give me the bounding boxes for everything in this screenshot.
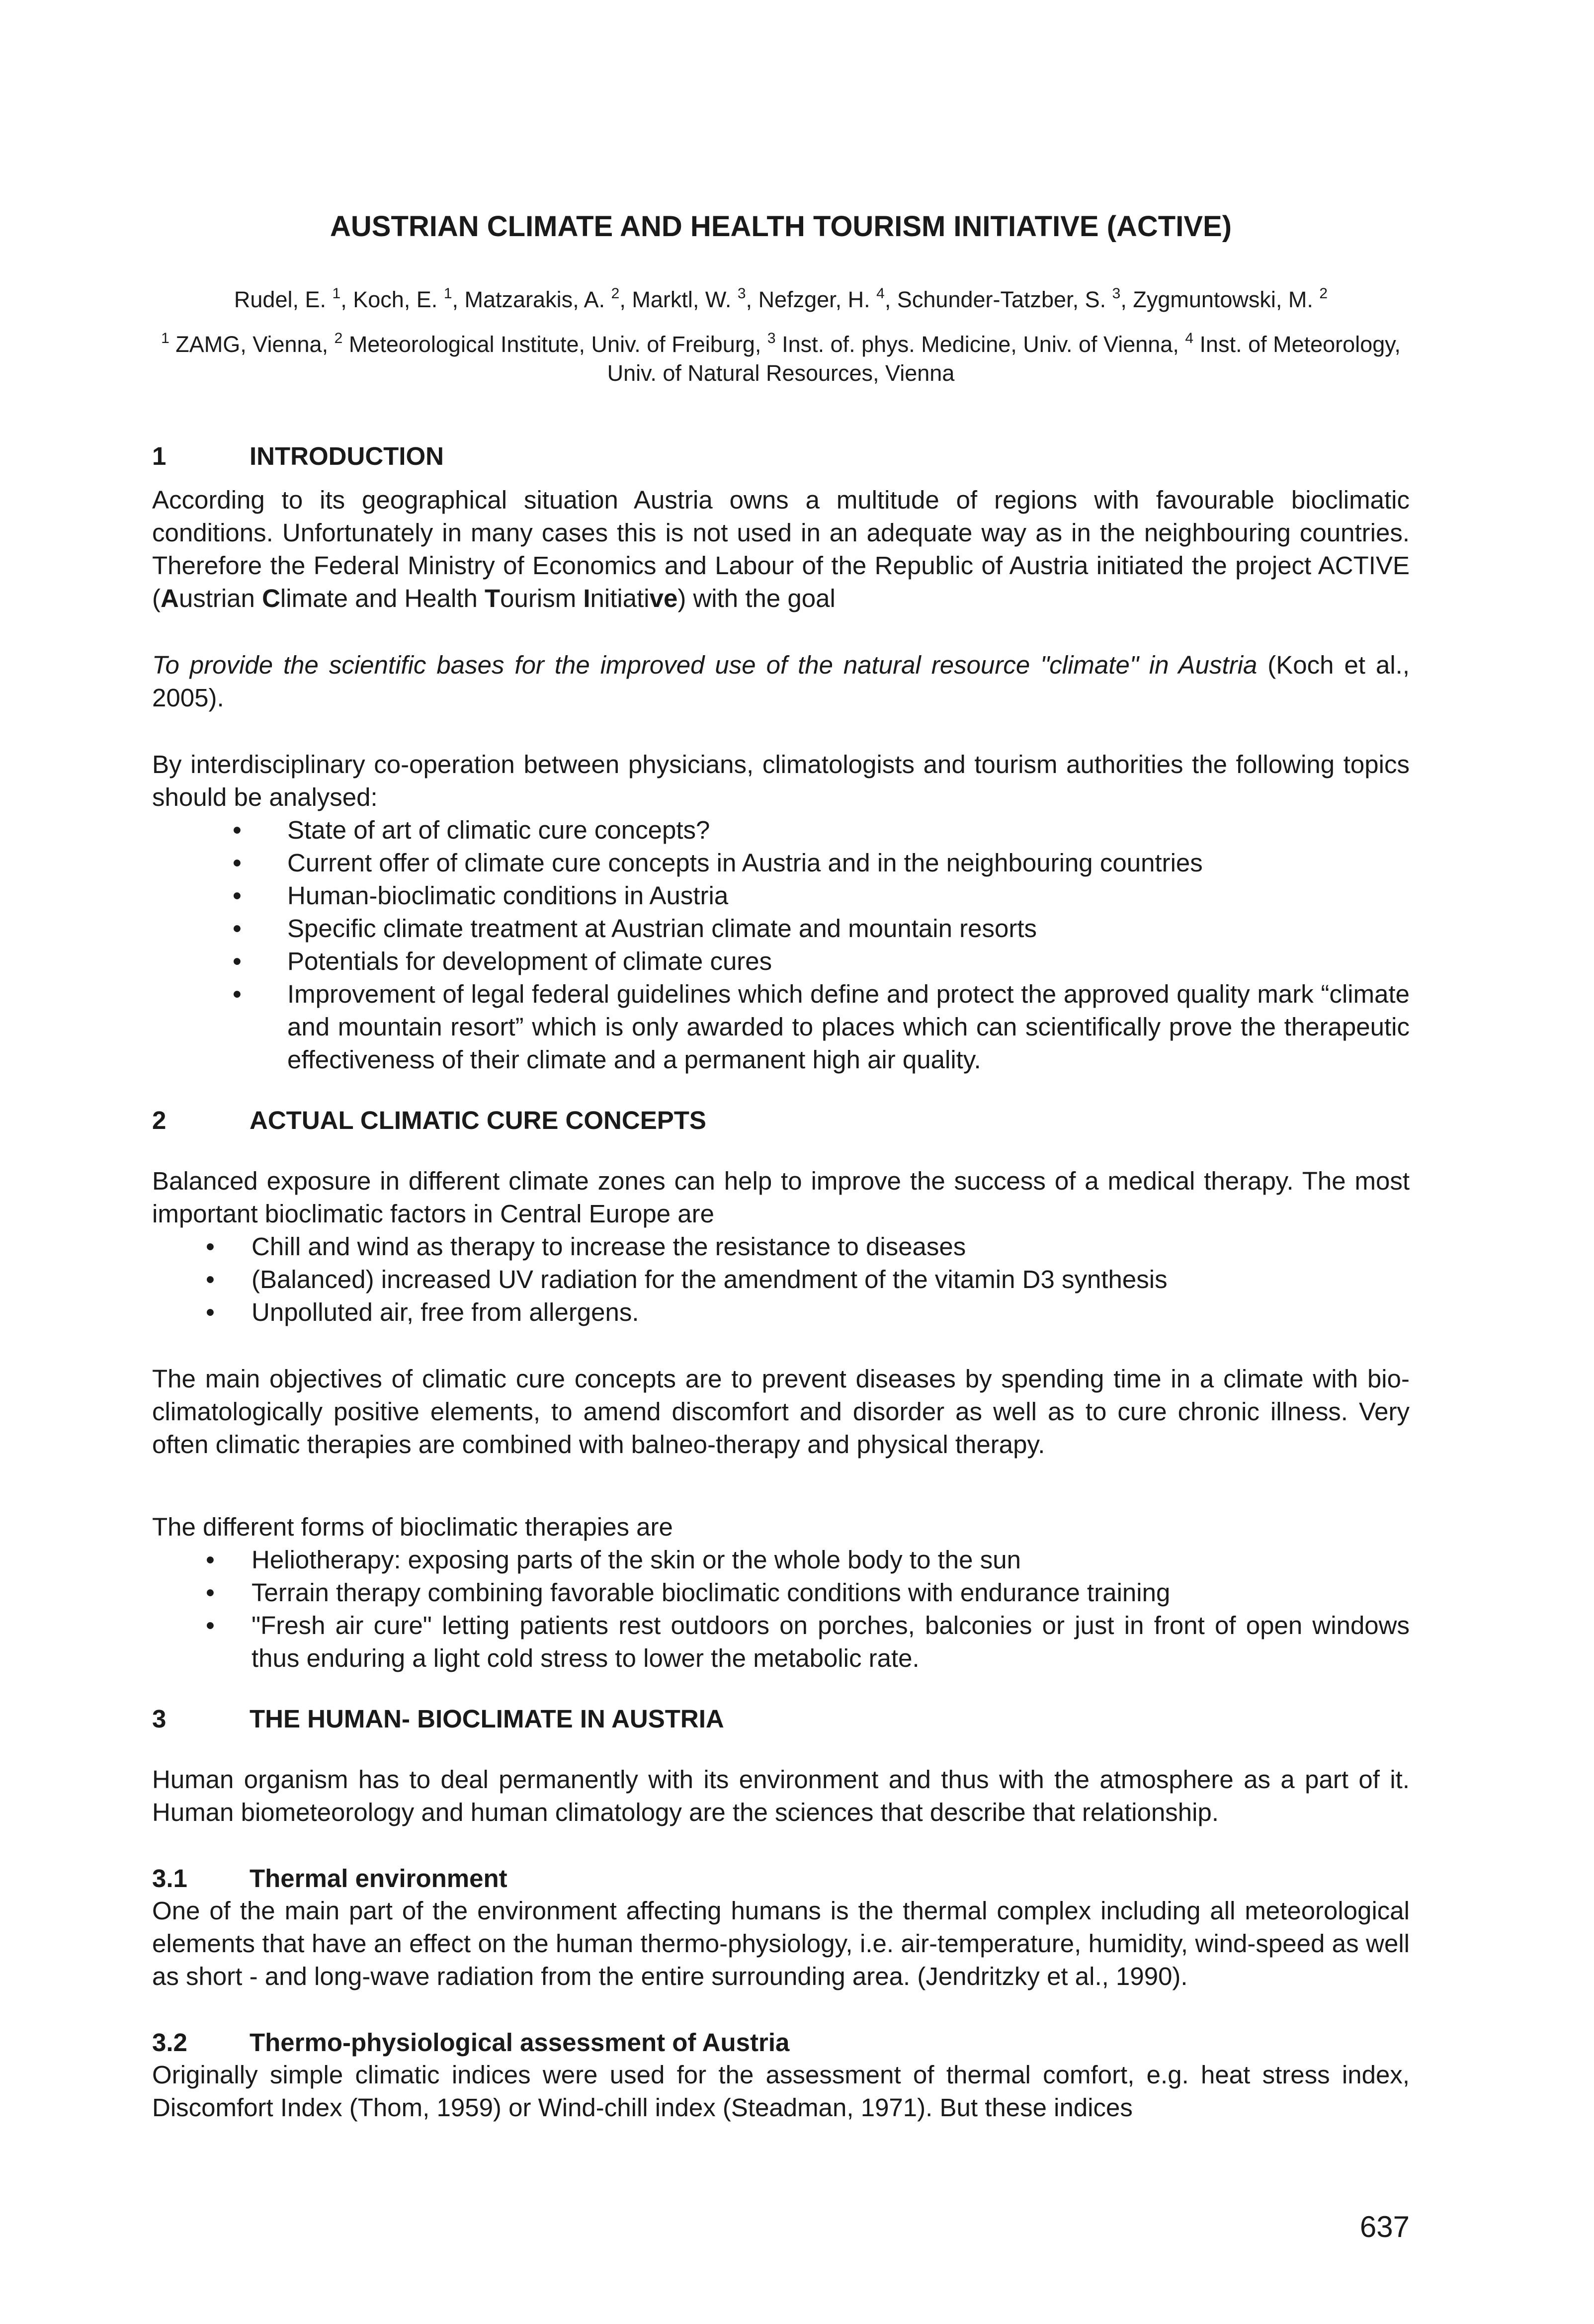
affiliation: $^4$ Inst. of Meteorology, Univ. of Natural Resources, Vienna [607,330,1401,386]
paragraph: The different forms of bioclimatic therapies are [152,1513,673,1541]
therapies-list [152,1544,1410,1675]
list-item: • Unpolluted air, free from allergens. [152,1296,1410,1329]
section-heading-human-bioclimate: 3 THE HUMAN- BIOCLIMATE IN AUSTRIA [152,1705,724,1733]
affiliation: $^3$ Inst. of. phys. Medicine, Univ. of Vienna, [767,330,1179,357]
list-item: • Terrain therapy combining favorable bioclimatic conditions with endurance training [152,1576,1410,1609]
affiliation-list [152,330,1410,388]
topics-list [152,814,1410,1076]
list-item: • Heliotherapy: exposing parts of the skin or the whole body to the sun [152,1544,1410,1576]
section-heading-cure-concepts: 2 ACTUAL CLIMATIC CURE CONCEPTS [152,1106,706,1134]
author: Koch, E. $^1$, [353,285,465,312]
affiliation: $^1$ ZAMG, Vienna, [161,330,329,357]
paper-page [152,209,1410,2124]
paragraph: Human organism has to deal permanently with its environment and thus with the atmosphere as a part of it. Human biometeorology and human climatology are the sciences that describe that relationship. [152,1765,1410,1826]
author: Marktl, W. $^3$, [632,285,758,312]
author: Nefzger, H. $^4$, [758,285,897,312]
author-list [152,285,1410,314]
factors-list [152,1230,1410,1329]
author: Matzarakis, A. $^2$, [464,285,632,312]
subsection-heading-thermal-environment: 3.1 Thermal environment [152,1864,507,1893]
list-item: • Potentials for development of climate cures [152,945,1410,978]
paper-title: AUSTRIAN CLIMATE AND HEALTH TOURISM INITIATIVE (ACTIVE) [330,210,1232,243]
paragraph: One of the main part of the environment affecting humans is the thermal complex including all meteorological elements that have an effect on the human thermo-physiology, i.e. air-temperature, humidity, wind-speed as well as short - and long-wave radiation from the entire surrounding area. (Jendritzky et al., 1990). [152,1896,1410,1990]
list-item: • Human-bioclimatic conditions in Austria [152,879,1410,912]
subsection-heading-thermo-physiological: 3.2 Thermo-physiological assessment of Austria [152,2028,790,2057]
list-item: • State of art of climatic cure concepts? [152,814,1410,847]
goal-statement: To provide the scientific bases for the improved use of the natural resource "climate" in Austria (Koch et al., 2005). [152,651,1410,712]
author: Zygmuntowski, M. $^2$ [1133,285,1328,312]
affiliation: $^2$ Meteorological Institute, Univ. of Freiburg, [334,330,761,357]
paragraph: Balanced exposure in different climate zones can help to improve the success of a medical therapy. The most important bioclimatic factors in Central Europe are [152,1167,1410,1228]
page-number: 637 [1359,2210,1410,2243]
author: Rudel, E. $^1$, [234,285,353,312]
section-heading-introduction: 1 INTRODUCTION [152,442,444,470]
list-item: • "Fresh air cure" letting patients rest outdoors on porches, balconies or just in front of open windows thus enduring a light cold stress to lower the metabolic rate. [152,1609,1410,1675]
list-item: • Chill and wind as therapy to increase the resistance to diseases [152,1230,1410,1263]
author: Schunder-Tatzber, S. $^3$, [897,285,1133,312]
list-item: • Specific climate treatment at Austrian climate and mountain resorts [152,912,1410,945]
intro-paragraph: According to its geographical situation Austria owns a multitude of regions with favourable bioclimatic conditions. Unfortunately in many cases this is not used in an adequate way as in the neighbouring countries. Therefore the Federal Ministry of Economics and Labour of the Republic of Austria initiated the project ACTIVE (Austrian Climate and Health Tourism Initiative) with the goal [152,486,1410,612]
paragraph: Originally simple climatic indices were used for the assessment of thermal comfort, e.g. heat stress index, Discomfort Index (Thom, 1959) or Wind-chill index (Steadman, 1971). But these indices [152,2061,1410,2122]
paragraph: The main objectives of climatic cure concepts are to prevent diseases by spending time in a climate with bio-climatologically positive elements, to amend discomfort and disorder as well as to cure chronic illness. Very often climatic therapies are combined with balneo-therapy and physical therapy. [152,1365,1410,1459]
list-item: • (Balanced) increased UV radiation for the amendment of the vitamin D3 synthesis [152,1263,1410,1296]
list-item: • Improvement of legal federal guidelines which define and protect the approved quality mark “climate and mountain resort” which is only awarded to places which can scientifically prove the therapeutic effectiveness of their climate and a permanent high air quality. [152,978,1410,1076]
list-item: • Current offer of climate cure concepts in Austria and in the neighbouring countries [152,847,1410,879]
topics-intro: By interdisciplinary co-operation between physicians, climatologists and tourism authorities the following topics should be analysed: [152,750,1410,811]
